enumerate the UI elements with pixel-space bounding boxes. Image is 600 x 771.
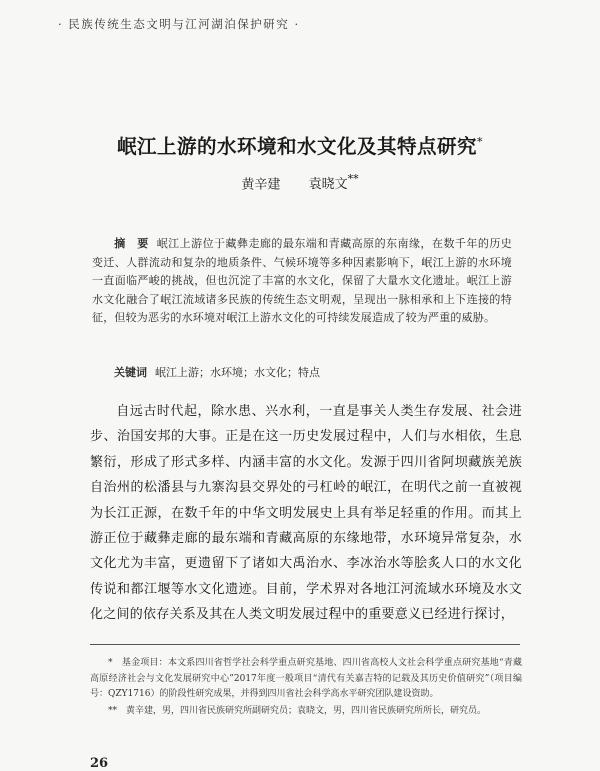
author-line: [0, 173, 600, 192]
abstract-text: 岷江上游位于藏彝走廊的最东端和青藏高原的东南缘，在数千年的历史变迁、人群流动和复杂的地质条件、气候环境等多种因素影响下，岷江上游的水环境一直面临严峻的挑战，但也沉淀了丰富的水文化，保留了大量水文化遗址。岷江上游水文化融合了岷江流域诸多民族的传统生态文明观，呈现出一脉相承和上下连接的特征，但较为恶劣的水环境对岷江上游水文化的可持续发展造成了较为严重的威胁。: [92, 237, 512, 325]
running-header: · 民族传统生态文明与江河湖泊保护研究 ·: [58, 17, 300, 31]
abstract: [92, 235, 512, 328]
author-2-footnote-mark: **: [347, 173, 359, 186]
footnote-1: * 基金项目：本文系四川省哲学社会科学重点研究基地、四川省高校人文社会科学重点研究基地“青藏高原经济社会与文化发展研究中心”2017年度一般项目“清代有关嘉吉特的记载及其历史价值研究”（项目编号：QZY1716）的阶段性研究成果，并得到四川省社会科学高水平研究团队建设资助。: [90, 658, 522, 699]
author-1: [241, 177, 280, 192]
author-2: [308, 173, 359, 193]
body-paragraph-text: 自远古时代起，除水患、兴水利，一直是事关人类生存发展、社会进步、治国安邦的大事。正是在这一历史发展过程中，人们与水相依，生息繁衍，形成了形式多样、内涵丰富的水文化。发源于四川省阿坝藏族羌族自治州的松潘县与九寨沟县交界处的弓杠岭的岷江，在明代之前一直被视为长江正源，在数千年的中华文明发展史上具有举足轻重的作用。而其上游正位于藏彝走廊的最东端和青藏高原的东缘地带，水环境异常复杂，水文化尤为丰富，更遗留下了诸如大禹治水、李冰治水等脍炙人口的水文化传说和都江堰等水文化遗迹。目前，学术界对各地江河流域水环境及水文化之间的依存关系及其在人类文明发展过程中的重要意义已经进行探讨，: [90, 404, 522, 623]
title-footnote-mark: *: [477, 135, 483, 149]
abstract-label: 摘 要: [114, 237, 149, 250]
page-number: 26: [90, 756, 109, 771]
keywords-text: 岷江上游；水环境；水文化；特点: [155, 366, 320, 379]
body-paragraph: [90, 399, 522, 628]
footnote-divider: [90, 644, 520, 645]
keywords-label: 关键词: [114, 366, 147, 379]
article-title: [0, 131, 600, 159]
title-text: 岷江上游的水环境和水文化及其特点研究: [116, 135, 477, 158]
footnotes: [90, 656, 522, 720]
author-2-name: 袁晓文: [308, 177, 348, 193]
author-1-name: 黄辛建: [241, 177, 281, 193]
footnote-2: ** 黄辛建，男，四川省民族研究所副研究员；袁晓文，男，四川省民族研究所所长，研究员。: [108, 705, 487, 716]
keywords: [114, 364, 514, 380]
